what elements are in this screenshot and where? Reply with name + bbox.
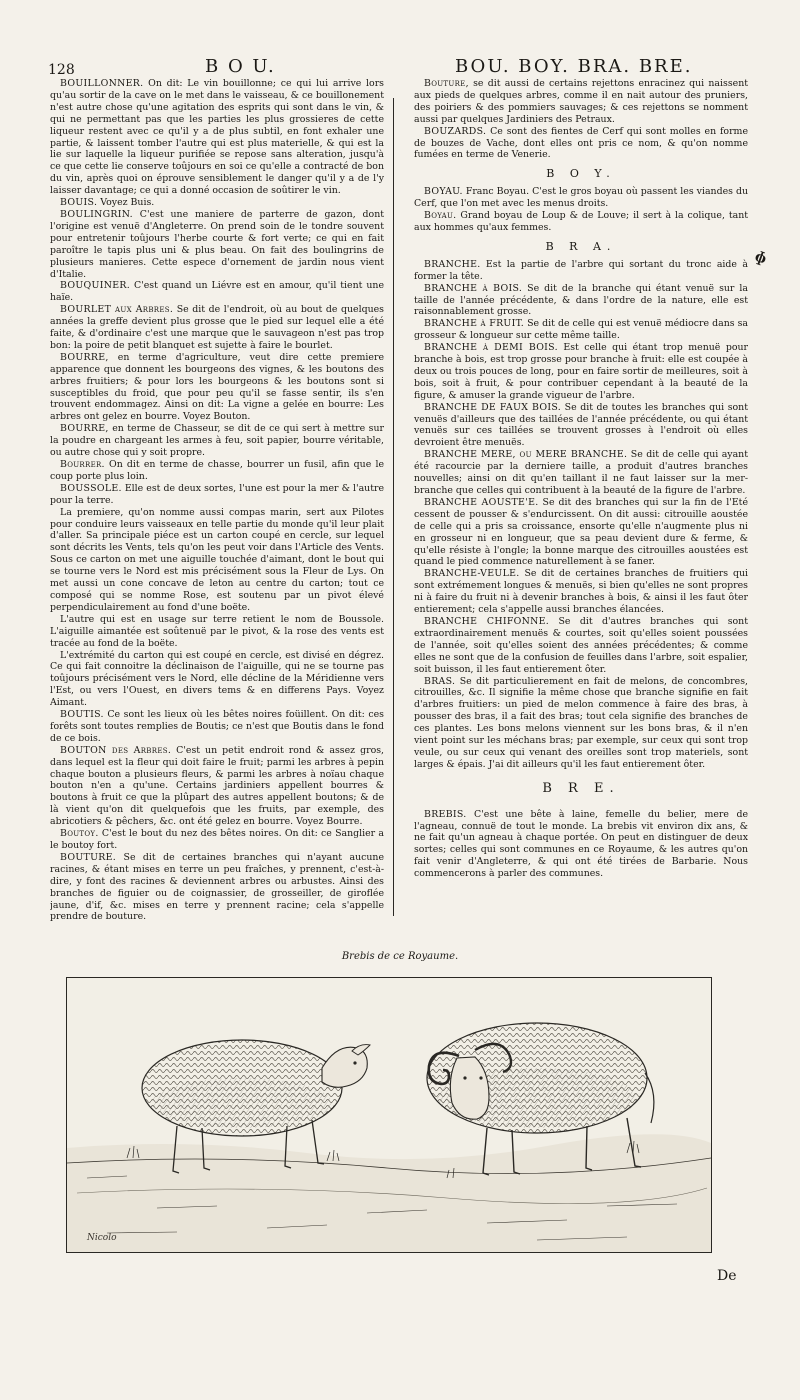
entry-text: Grand boyau de Loup & de Louve; il sert à la colique, tant aux hommes qu'aux femmes. [414, 210, 748, 233]
entry-headword: BRAS. [424, 675, 456, 687]
entry-headword: BOURLET aux Arbres. [60, 304, 174, 316]
dictionary-entry [50, 614, 384, 650]
entry-text: Se dit de toutes les branches qui sont venuës d'ailleurs que des taillées de l'année précédente, ou qui étant venuës sur ces taillées se trouvent grosses à l'endroit où elles devroient être menuës. [414, 401, 748, 449]
entry-headword: BREBIS. [424, 808, 467, 820]
entries-bra [414, 259, 748, 771]
dictionary-entry [414, 342, 748, 402]
section-head-bra: B R A. [545, 239, 617, 253]
engraver-signature: Nicolo [87, 1233, 117, 1243]
entry-headword: BRANCHE-VEULE. [424, 568, 520, 580]
dictionary-entry [414, 809, 748, 880]
running-head-right: BOU. BOY. BRA. BRE. [455, 56, 693, 77]
entry-text: Se dit de l'endroit, où au bout de quelques années la greffe devient plus grosse que le pied sur lequel elle a été faite, & d'ordinaire c'est une marque que le sauvageon n'est pas trop bon: la poire de petit blanquet est sujette à faire le bourlet. [50, 304, 384, 351]
dictionary-entry [50, 507, 384, 614]
dictionary-entry [414, 126, 748, 162]
entry-text: en terme de Chasseur, se dit de ce qui sert à mettre sur la poudre en chargeant les armes à feu, soit papier, bourre véritable, ou autre chose qui y soit propre. [50, 423, 384, 459]
entry-text: Est celle qui étant trop menuë pour branche à bois, est trop grosse pour branche à fruit: elle est coupée à deux ou trois pouces de long, pour en faire sortir de meilleures, soit à bois, soit à fruit, & pour contribuer cependant à la beauté de la figure, & amuser la grande vigueur de l'arbre. [414, 342, 748, 401]
dictionary-entry [414, 210, 748, 234]
entry-text: Se dit de celle qui est venuë médiocre dans sa grosseur & longueur sur cette même taille. [414, 318, 748, 342]
entry-headword: BRANCHE CHIFONNE. [424, 615, 550, 627]
entry-headword: BRANCHE. [424, 258, 481, 270]
entry-headword: Bourrer. [60, 459, 105, 470]
entries-boy [414, 186, 748, 234]
dictionary-entry [50, 650, 384, 710]
entry-headword: BOUTIS. [60, 709, 104, 721]
entry-text: Se dit d'autres branches qui sont extraordinairement menuës & courtes, soit qu'elles soient poussées de l'année, soit qu'elles soient des années précédentes; & comme elles ne sont que de la confusion de feuilles dans l'arbre, soit espalier, soit buisson, il les faut entierement ôter. [414, 615, 748, 675]
entry-headword: BRANCHE AOUSTE'E. [424, 496, 539, 508]
entry-headword: BOUZARDS. [424, 125, 487, 137]
sheep-engraving [67, 978, 711, 1252]
entry-headword: Boyau. [424, 210, 457, 222]
entry-headword: BRANCHE à BOIS. [424, 282, 523, 294]
entry-headword: BOUTURE. [60, 851, 117, 863]
entry-text: Elle est de deux sortes, l'une est pour la mer & l'autre pour la terre. [50, 482, 384, 506]
entry-text: Ce sont les lieux où les bêtes noires foüillent. On dit: ces forêts sont toutes remplies de Boutis; ce n'est que Boutis dans le fond de ce bois. [50, 709, 384, 744]
entry-headword: BRANCHE DE FAUX BOIS. [424, 401, 562, 413]
entry-text: L'autre qui est en usage sur terre retient le nom de Boussole. L'aiguille aimantée est soûtenuë par le pivot, & la rose des vents est tracée au fond de la boëte. [50, 613, 384, 649]
entry-text: Se dit de la branche qui étant venuë sur la taille de l'année précédente, & dans l'ordre de la nature, elle est raisonnablement grosse. [414, 282, 748, 318]
ink-mark-icon: ɸ [752, 248, 769, 268]
dictionary-entry [414, 318, 748, 342]
catchword: De [717, 1268, 737, 1284]
dictionary-entry [50, 745, 384, 828]
dictionary-entry [414, 497, 748, 568]
page-number: 128 [48, 62, 75, 78]
entry-text: C'est une maniere de parterre de gazon, dont l'origine est venuë d'Angleterre. On prend soin de le tondre souvent pour entretenir toûjours l'herbe courte & fort verte; ce qui en fait paroître le tapis plus uni & plus beau. On fait des boulingrins de plusieurs manieres. Cette espece d'ornement de jardin nous vient d'Italie. [50, 208, 384, 280]
entry-headword: BOUSSOLE. [60, 482, 122, 494]
dictionary-entry [50, 423, 384, 459]
entry-text: C'est un petit endroit rond & assez gros, dans lequel est la fleur qui doit faire le fruit; parmi les arbres à pepin chaque bouton a plusieurs fleurs, & parmi les arbres à noïau chaque bouton n'en a qu'une. Certains jardiniers appellent bourres & boutons à fruit ce que la plûpart des autres appellent boutons; & de là vient qu'on dit quelquefois que les fruits, par exemple, des abricotiers & pêchers, &c. ont été gelez en bourre. Voyez Bourre. [50, 744, 384, 828]
entry-text: se dit aussi de certains rejettons enracinez qui naissent aux pieds de quelques arbres, comme il en nait autour des pruniers, des poiriers & des pommiers sauvages; & ces rejettons se nomment aussi par quelques Jardiniers des Petraux. [414, 78, 748, 125]
entry-headword: BRANCHE à DEMI BOIS. [424, 342, 558, 354]
entry-text: L'extrémité du carton qui est coupé en cercle, est divisé en dégrez. Ce qui fait connoitre la déclinaison de l'aiguille, qui ne se tourne pas toûjours précisément vers le Nord, elle décline de la Méridienne vers l'Est, ou vers l'Ouest, en divers tems & en differens Pays. Voyez Aimant. [50, 649, 384, 709]
entry-text: Se dit particulierement en fait de melons, de concombres, citrouilles, &c. Il signifie la même chose que branche signifie en fait d'arbres fruitiers: un pied de melon commence à faire des bras, à pousser des bras, il a fait des bras; tout cela signifie des branches de ces plantes. Les bons melons viennent sur les bons bras, & il n'en vient point sur les méchans bras; par exemple, sur ceux qui sont trop veule, ou sur ceux qui venant des oreilles sont trop materiels, sont larges & épais. J'ai dit ailleurs qu'il les faut entierement ôter. [414, 675, 748, 770]
plate-caption: Brebis de ce Royaume. [341, 951, 459, 962]
entry-text: Se dit des branches qui sur la fin de l'Eté cessent de pousser & s'endurcissent. On dit aussi: citrouille aoustée de celle qui a pris sa croissance, ensorte qu'elle n'augmente plus ni en grosseur ni en longueur, que sa peau devient dure & ferme, & qu'elle résiste à l'ongle; la bonne marque des citrouilles aoustées est quand le pied commence naturellement à se faner. [414, 496, 748, 568]
dictionary-entry [50, 709, 384, 745]
entry-headword: BOUTON des Arbres. [60, 744, 172, 756]
dictionary-entry [414, 616, 748, 676]
entry-text: Ce sont des fientes de Cerf qui sont molles en forme de bouzes de Vache, dont elles ont pris ce nom, & qu'on nomme fumées en terme de Venerie. [414, 125, 748, 161]
dictionary-entry [414, 283, 748, 319]
right-column [414, 78, 748, 948]
dictionary-entry [414, 568, 748, 616]
dictionary-entry [50, 828, 384, 852]
entry-text: C'est une bête à laine, femelle du belier, mere de l'agneau, connuë de tout le monde. La brebis vit environ dix ans, & ne fait qu'un agneau à chaque portée. On peut en distinguer de deux sortes; celles qui sont communes en ce Royaume, & les autres qu'on fait venir d'Angleterre, & qui ont été tirées de Barbarie. Nous commencerons à parler des communes. [414, 808, 748, 880]
dictionary-entry [50, 78, 384, 197]
entry-text: Se dit de certaines branches de fruitiers qui sont extrémement longues & menuës, si bien qu'elles ne sont propres ni à faire du fruit ni à devenir branches à bois, & ainsi il les faut ôter entierement; cela s'appelle aussi branches élancées. [414, 568, 748, 616]
section-head-bre: B R E. [542, 780, 620, 796]
entry-text: Se dit de certaines branches qui n'ayant aucune racines, & étant mises en terre un peu fraîches, y prennent, c'est-à-dire, y font des racines & deviennent arbres ou arbustes. Ainsi des branches de figuier ou de coignassier, de grosseiller, de giroflée jaune, d'if, &c. mises en terre y prennent racine; cela s'appelle prendre de bouture. [50, 851, 384, 923]
dictionary-entry [50, 459, 384, 483]
dictionary-entry [50, 352, 384, 423]
dictionary-entry [50, 280, 384, 304]
dictionary-entry [414, 449, 748, 497]
entry-text: en terme d'agriculture, veut dire cette premiere apparence que donnent les bourgeons des vignes, & les boutons des arbres fruitiers; & pour lors les bourgeons & les boutons sont si susceptibles du froid, que pour peu qu'il se fasse sentir, ils s'en trouvent endommagez. Ainsi on dit: La vigne a gelée en bourre: Les arbres ont gelez en bourre. Voyez Bouton. [50, 351, 384, 423]
entry-headword: BOYAU. [424, 186, 463, 198]
entry-text: Franc Boyau. C'est le gros boyau où passent les viandes du Cerf, que l'on met avec les menus droits. [414, 186, 748, 210]
entry-headword: BRANCHE à FRUIT. [424, 318, 525, 330]
entry-headword: BOUILLONNER. [60, 78, 144, 89]
engraving-plate [66, 977, 712, 1253]
entry-text: C'est quand un Liévre est en amour, qu'il tient une haïe. [50, 280, 384, 304]
entry-text: Est la partie de l'arbre qui sortant du tronc aide à former la tête. [414, 258, 748, 282]
dictionary-entry [50, 483, 384, 507]
dictionary-entry [414, 676, 748, 771]
entry-headword: BOURRE, [60, 423, 109, 435]
entry-headword: BOURRE, [60, 351, 109, 363]
entry-text: Voyez Buis. [97, 197, 155, 209]
section-head-boy: B O Y. [546, 167, 616, 181]
right-column-top [414, 78, 748, 161]
dictionary-entry [414, 186, 748, 210]
entry-headword: BRANCHE MERE, ou MERE BRANCHE. [424, 449, 628, 461]
entry-headword: BOUQUINER. [60, 280, 131, 292]
dictionary-entry [414, 78, 748, 126]
entry-text: On dit en terme de chasse, bourrer un fusil, afin que le coup porte plus loin. [50, 459, 384, 482]
entry-text: La premiere, qu'on nomme aussi compas marin, sert aux Pilotes pour conduire leurs vaisseaux en telle partie du monde qu'il leur plait d'aller. Sa principale piéce est un carton coupé en cercle, sur lequel sont décrits les Vents, tels qu'on les peut voir dans l'Article des Vents. Sous ce carton on met une aiguille touchée d'aimant, dont le bout qui se tourne vers le Nord est mis précisément sous la Fleur de Lys. On met aussi un cone concave de leton au centre du carton; tout ce composé qui se nomme Rose, est soutenu par un pivot élevé perpendiculairement au fond d'une boëte. [50, 506, 384, 613]
entry-text: C'est le bout du nez des bêtes noires. On dit: ce Sanglier a le boutoy fort. [50, 828, 384, 851]
dictionary-entry [50, 852, 384, 923]
entry-headword: Boutoy. [60, 828, 99, 840]
entry-text: On dit: Le vin bouillonne; ce qui lui arrive lors qu'au sortir de la cave on le met dans le vaisseau, & ce bouillonement n'est autre chose qu'une agitation des esprits qui sont dans le vin, & qui ne permettant pas que les parties les plus grossieres de cette liqueur restent avec ce qu'il y a de plus subtil, en font exhaler une partie, & laissent tomber l'autre qui est plus materielle, & qui est la lie sur laquelle la liqueur purifiée se repose sans alteration, jusqu'à ce que cette lie conserve toûjours en soi ce qu'elle a contracté de bon du vin, après quoi on éprouve sensiblement le danger qu'il y a de l'y laisser davantage; ce qui a donné occasion de soûtirer le vin. [50, 78, 384, 197]
entry-headword: Bouture, [424, 78, 469, 89]
dictionary-entry [50, 197, 384, 209]
entry-headword: BOUIS. [60, 197, 98, 209]
dictionary-entry [50, 209, 384, 280]
left-column [50, 78, 384, 948]
entry-text: Se dit de celle qui ayant été racourcie par la derniere taille, a produit d'autres branches nouvelles; ainsi on dit qu'en taillant il ne faut laisser sur la mer-branche que celles qui contribuent à la beauté de la figure de l'arbre. [414, 449, 748, 496]
running-head-left: B O U. [205, 56, 276, 77]
dictionary-entry [50, 304, 384, 352]
dictionary-entry [414, 402, 748, 450]
entry-headword: BOULINGRIN. [60, 208, 133, 220]
dictionary-entry [414, 259, 748, 283]
entries-bre [414, 809, 748, 880]
column-divider [393, 98, 394, 916]
